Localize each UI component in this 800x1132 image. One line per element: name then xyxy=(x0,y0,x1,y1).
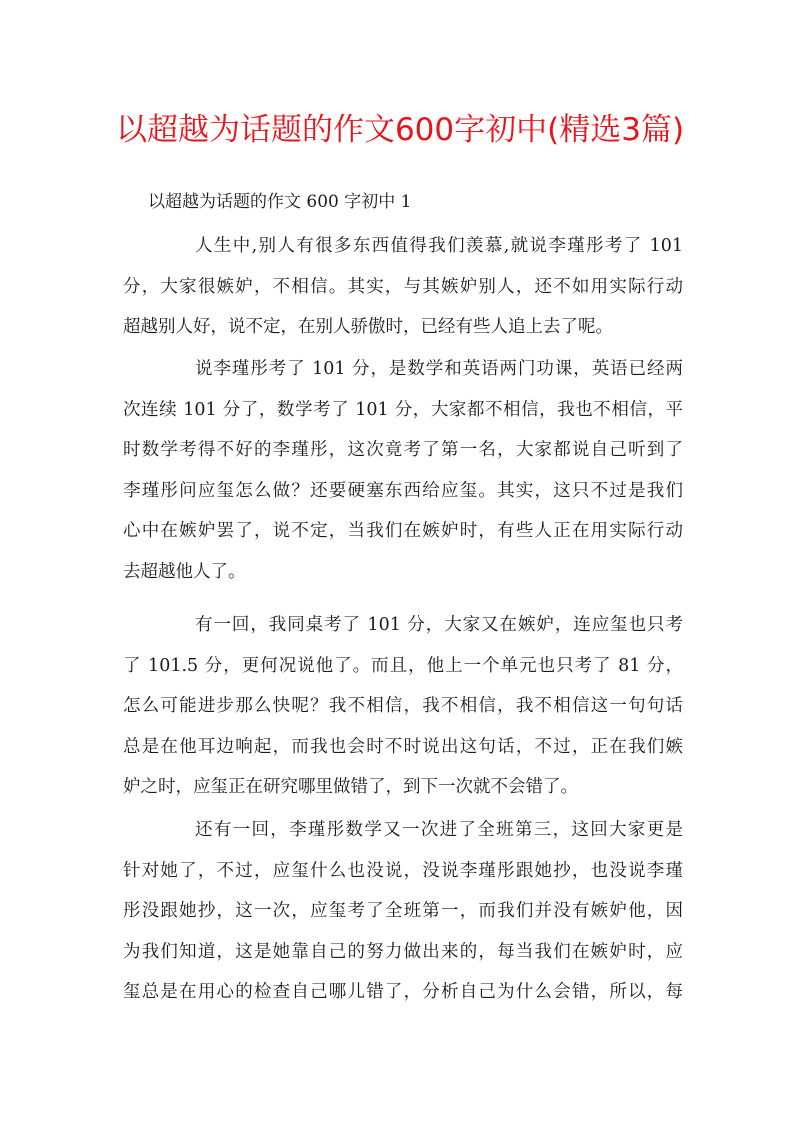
paragraph-line: 李瑾彤问应玺怎么做？还要硬塞东西给应玺。其实，这只不过是我们 xyxy=(123,480,683,501)
paragraph-2 xyxy=(123,349,683,592)
paragraph-line: 次连续 101 分了，数学考了 101 分，大家都不相信，我也不相信，平 xyxy=(123,399,683,420)
paragraph-line: 为我们知道，这是她靠自己的努力做出来的，每当我们在嫉妒时，应 xyxy=(123,941,683,962)
paragraph-line: 总是在他耳边响起，而我也会时不时说出这句话，不过，正在我们嫉 xyxy=(123,736,683,757)
paragraph-line: 有一回，我同桌考了 101 分，大家又在嫉妒，连应玺也只考 xyxy=(195,615,683,635)
paragraph-line: 怎么可能进步那么快呢？我不相信，我不相信，我不相信这一句句话 xyxy=(123,696,683,716)
paragraph-line: 说李瑾彤考了 101 分，是数学和英语两门功课，英语已经两 xyxy=(195,359,683,379)
paragraph-line: 还有一回，李瑾彤数学又一次进了全班第三，这回大家更是 xyxy=(195,820,683,840)
paragraph-4 xyxy=(123,810,683,1013)
paragraph-line: 妒之时，应玺正在研究哪里做错了，到下一次就不会错了。 xyxy=(123,777,578,797)
paragraph-line: 心中在嫉妒罢了，说不定，当我们在嫉妒时，有些人正在用实际行动 xyxy=(123,521,683,541)
paragraph-line: 去超越他人了。 xyxy=(123,561,246,582)
paragraph-line: 人生中,别人有很多东西值得我们羡慕,就说李瑾彤考了 101 xyxy=(195,236,683,256)
document-title: 以超越为话题的作文600字初中(精选3篇) xyxy=(115,112,685,148)
paragraph-1 xyxy=(123,226,683,348)
paragraph-line: 针对她了，不过，应玺什么也没说，没说李瑾彤跟她抄，也没说李瑾 xyxy=(123,860,683,881)
paragraph-line: 时数学考得不好的李瑾彤，这次竟考了第一名，大家都说自己听到了 xyxy=(123,440,683,460)
paragraph-line: 了 101.5 分，更何况说他了。而且，他上一个单元也只考了 81 分， xyxy=(123,655,683,676)
essay-subtitle: 以超越为话题的作文 600 字初中 1 xyxy=(148,192,412,212)
paragraph-line: 分，大家很嫉妒，不相信。其实，与其嫉妒别人，还不如用实际行动 xyxy=(123,276,683,297)
paragraph-line: 彤没跟她抄，这一次，应玺考了全班第一，而我们并没有嫉妒他，因 xyxy=(123,901,683,921)
paragraph-line: 超越别人好，说不定，在别人骄傲时，已经有些人追上去了呢。 xyxy=(123,317,613,337)
paragraph-3 xyxy=(123,605,683,808)
paragraph-line: 玺总是在用心的检查自己哪儿错了，分析自己为什么会错，所以，每 xyxy=(123,982,683,1002)
